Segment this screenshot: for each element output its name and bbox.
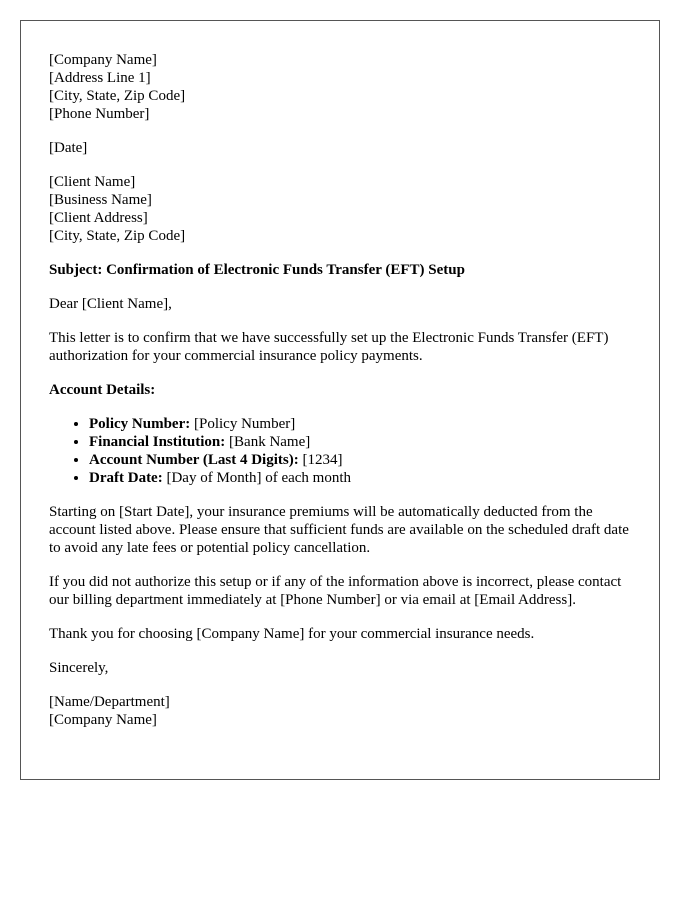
list-item [89,469,631,487]
recipient-client-name: [Client Name] [49,174,136,190]
signature-block [49,693,631,729]
salutation-block [49,295,631,313]
signature-company-name: [Company Name] [49,712,157,728]
detail-value-draft-date: [Day of Month] of each month [162,470,352,486]
list-item [89,451,631,469]
account-details-heading-block [49,381,631,399]
letter-date: [Date] [49,140,88,156]
sender-address-line-1: [Address Line 1] [49,70,151,86]
salutation: Dear [Client Name], [49,296,172,312]
account-details-heading: Account Details: [49,382,156,398]
signature-name-department: [Name/Department] [49,694,170,710]
intro-paragraph: This letter is to confirm that we have successfully set up the Electronic Funds Transfer (EFT) authorization for your commercial insurance policy payments. [49,330,609,364]
start-paragraph-block [49,503,631,557]
detail-label-financial-institution: Financial Institution: [89,434,226,450]
intro-paragraph-block [49,329,631,365]
thanks-paragraph: Thank you for choosing [Company Name] for your commercial insurance needs. [49,626,535,642]
closing-block [49,659,631,677]
recipient-business-name: [Business Name] [49,192,152,208]
account-details-list [49,415,631,487]
sender-city-state-zip: [City, State, Zip Code] [49,88,186,104]
detail-label-account-number: Account Number (Last 4 Digits): [89,452,299,468]
detail-value-account-number: [1234] [298,452,343,468]
thanks-paragraph-block [49,625,631,643]
detail-label-draft-date: Draft Date: [89,470,163,486]
detail-value-policy-number: [Policy Number] [190,416,296,432]
list-item [89,415,631,433]
recipient-client-address: [Client Address] [49,210,148,226]
sender-phone: [Phone Number] [49,106,150,122]
contact-paragraph: If you did not authorize this setup or if any of the information above is incorrect, please contact our billing department immediately at [Phone Number] or via email at [Email Address]. [49,574,622,608]
sender-company-name: [Company Name] [49,52,157,68]
subject-line: Subject: Confirmation of Electronic Funds Transfer (EFT) Setup [49,262,465,278]
detail-value-financial-institution: [Bank Name] [225,434,311,450]
recipient-address-block [49,173,631,245]
closing: Sincerely, [49,660,109,676]
contact-paragraph-block [49,573,631,609]
subject-block [49,261,631,279]
letter-document [20,20,660,780]
start-paragraph: Starting on [Start Date], your insurance premiums will be automatically deducted from the account listed above. Please ensure that sufficient funds are available on the scheduled draft date to avoid any late fees or potential policy cancellation. [49,504,629,556]
sender-address-block [49,51,631,123]
date-block [49,139,631,157]
list-item [89,433,631,451]
recipient-city-state-zip: [City, State, Zip Code] [49,228,186,244]
detail-label-policy-number: Policy Number: [89,416,191,432]
